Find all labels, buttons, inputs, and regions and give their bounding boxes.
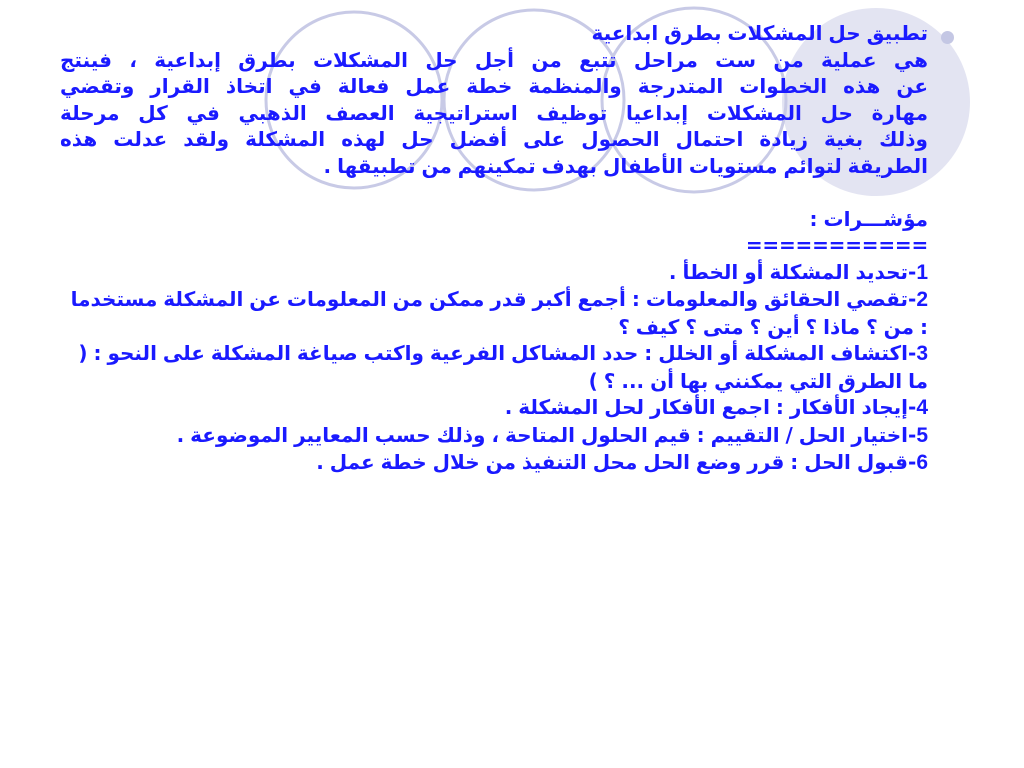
slide-body: [60, 20, 928, 477]
definition-title: تطبيق حل المشكلات بطرق ابداعية: [591, 21, 928, 45]
step-item: [60, 449, 928, 477]
step-text: -تحديد المشكلة أو الخطأ .: [668, 259, 917, 284]
step-number: 2: [916, 288, 928, 311]
step-item: [60, 259, 928, 287]
step-number: 5: [916, 423, 928, 447]
circle-bullet-icon: [941, 31, 954, 44]
step-item: [60, 340, 928, 394]
step-item: [60, 286, 928, 340]
definition-line: عن هذه الخطوات المتدرجة والمنظمة خطة عمل فعالة في اتخاذ القرار وتقضي: [60, 74, 928, 98]
step-text: -اكتشاف المشكلة أو الخلل : حدد المشاكل الفرعية واكتب صياغة المشكلة على النحو : ( ما الطرق التي يمكنني بها أن ... ؟ ): [78, 341, 928, 393]
step-number: 3: [916, 342, 928, 365]
step-number: 4: [916, 396, 928, 419]
step-item: [60, 394, 928, 422]
definition-line: مهارة حل المشكلات إبداعيا توظيف استراتيجية العصف الذهبي في كل مرحلة: [60, 100, 928, 125]
step-text: -قبول الحل : قرر وضع الحل محل التنفيذ من خلال خطة عمل .: [316, 450, 917, 474]
indicators-heading: مؤشـــرات :: [809, 206, 928, 231]
definition-line: هي عملية من ست مراحل تتبع من أجل حل المشكلات بطرق إبداعية ، فينتج: [60, 47, 928, 72]
spacer: [60, 179, 928, 206]
step-text: -تقصي الحقائق والمعلومات : أجمع أكبر قدر ممكن من المعلومات عن المشكلة مستخدما : من ؟ ماذا ؟ أين ؟ متى ؟ كيف ؟: [70, 287, 928, 339]
divider: ===========: [745, 233, 928, 257]
step-item: [60, 422, 928, 450]
definition-line: وذلك بغية زيادة احتمال الحصول على أفضل حل لهذه المشكلة ولقد عدلت هذه: [60, 127, 928, 151]
step-text: -إيجاد الأفكار : اجمع الأفكار لحل المشكلة .: [504, 395, 917, 419]
step-text: -اختيار الحل / التقييم : قيم الحلول المتاحة ، وذلك حسب المعايير الموضوعة .: [176, 422, 917, 447]
step-number: 1: [916, 260, 928, 284]
definition-line: الطريقة لتوائم مستويات الأطفال بهدف تمكينهم من تطبيقها .: [323, 153, 928, 178]
step-number: 6: [916, 451, 928, 474]
